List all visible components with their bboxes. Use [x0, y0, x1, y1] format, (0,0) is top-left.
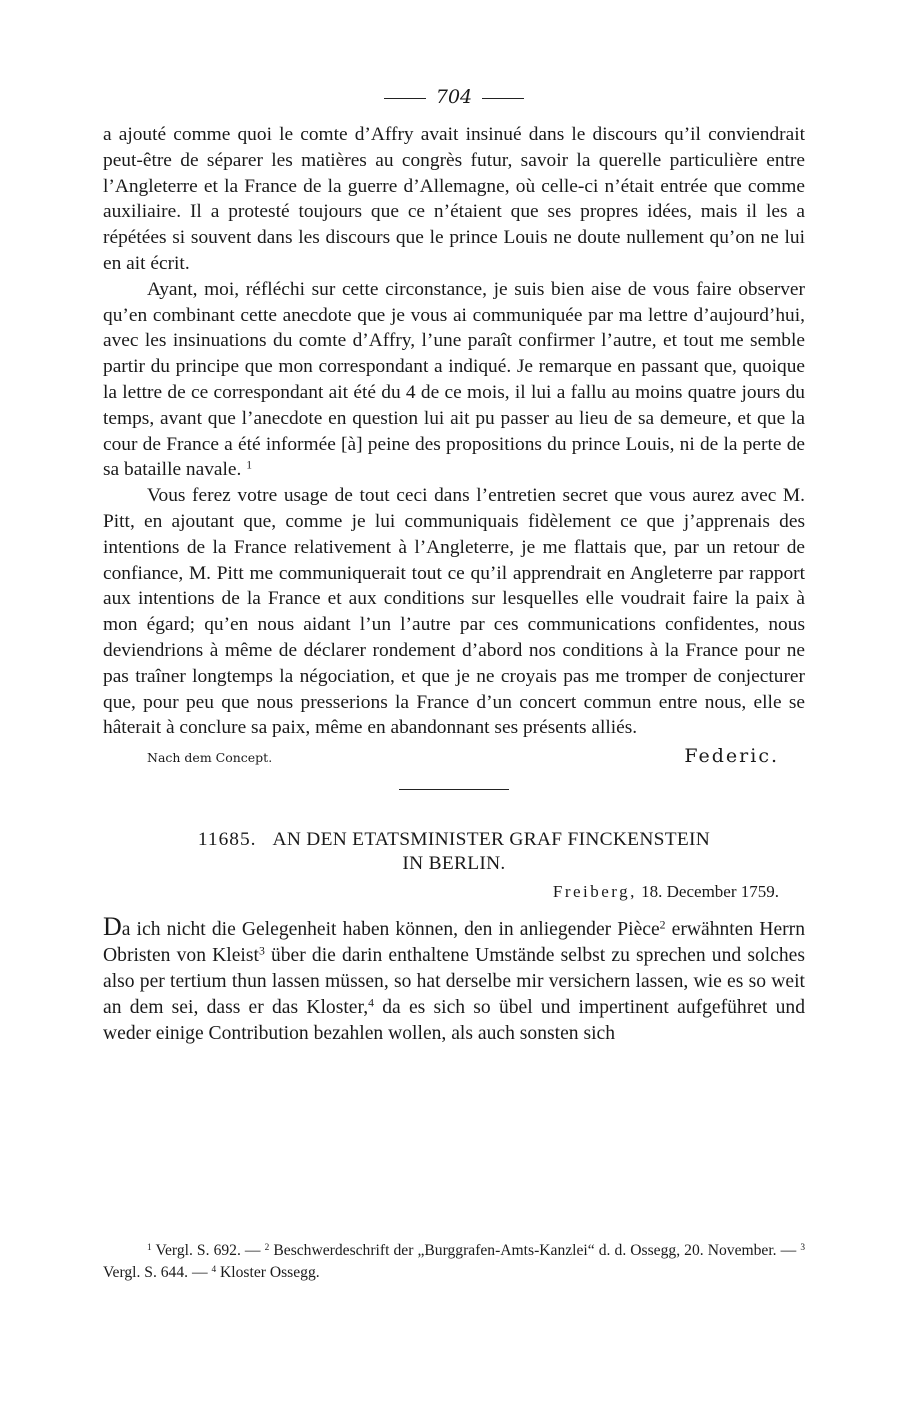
footnote-ref-3: 3	[258, 944, 265, 958]
footnote-ref-4: 4	[368, 996, 375, 1010]
section-divider	[399, 789, 509, 790]
footnote-3: Vergl. S. 644. —	[103, 1264, 212, 1281]
footnote-4-mark: 4	[211, 1264, 217, 1275]
paragraph-2	[103, 277, 805, 483]
german-text-1: a ich nicht die Gelegenheit haben können, den in anliegender Pièce	[121, 919, 660, 941]
footnote-4: Kloster Ossegg.	[216, 1264, 320, 1281]
signature: Federic.	[684, 745, 779, 768]
document-title-1: AN DEN ETATSMINISTER GRAF FINCKENSTEIN	[272, 829, 711, 851]
footnotes	[103, 1240, 805, 1284]
document-heading	[103, 828, 805, 876]
footnote-ref-1: 1	[246, 458, 253, 472]
source-note: Nach dem Concept.	[147, 750, 273, 766]
german-text-2: erwähnten Herrn Obristen von Kleist	[103, 919, 805, 967]
page-number: 704	[435, 86, 473, 108]
document-title-2: IN BERLIN.	[402, 853, 506, 875]
paragraph-1: a ajouté comme quoi le comte d’Affry avait insinué dans le discours qu’il conviendrait peut-être de séparer les matières au congrès futur, savoir la querelle particulière entre l’Angleterre et la France de la guerre d’Allemagne, où celle-ci n’était entrée que comme auxiliaire. Il a protesté toujours que ce n’étaient que ses propres idées, mais il les a répétées si souvent dans les discours que le prince Louis ne doute nullement qu’on ne lui en ait écrit.	[103, 124, 805, 274]
german-letter-text	[103, 914, 805, 1047]
footnote-3-mark: 3	[800, 1242, 806, 1253]
dateline	[103, 882, 805, 902]
footnote-2-mark: 2	[264, 1242, 270, 1253]
dateline-place: Freiberg,	[552, 882, 637, 902]
footnote-ref-2: 2	[659, 918, 666, 932]
heading-line-1	[103, 828, 805, 852]
header-dash-left	[384, 98, 426, 99]
footnote-1-mark: 1	[147, 1242, 152, 1253]
running-header	[103, 86, 805, 122]
german-text-3: über die darin enthaltene Umstände selbst zu sprechen und solches also per tertium thun lassen müssen, so hat derselbe mir versichern lassen, wie es so weit an dem sei, dass er das Kloster,	[103, 945, 806, 1019]
document-number: 11685.	[197, 829, 257, 851]
initial-letter: D	[103, 912, 122, 942]
page-body	[103, 86, 805, 1047]
footnote-1: Vergl. S. 692. —	[151, 1242, 265, 1259]
paragraph-3: Vous ferez votre usage de tout ceci dans l’entretien secret que vous aurez avec M. Pitt, en ajoutant que, comme je lui communiquais fidèlement ce que j’apprenais des intentions de la France relativement à l’Angleterre, je me flattais que, par un retour de confiance, M. Pitt me communiquerait tout ce qu’il apprendrait en Angleterre par rapport aux intentions de la France et aux conditions sur lesquelles elle voudrait faire la paix à mon égard; qu’en nous aidant l’un l’autre par ces communications confidentes, nous deviendrions à même de déclarer rondement d’abord nos conditions à la France pour ne pas traîner longtemps la négociation, et que je ne croyais pas me tromper de conjecturer que, pour peu que nous presserions la France d’un concert commun entre nous, elle se hâterait à conclure sa paix, même en abandonnant ses présents alliés.	[103, 485, 805, 739]
german-text-4: da es sich so übel und impertinent aufgeführet und weder einige Contribution bezahlen wollen, als auch sonsten sich	[103, 997, 805, 1045]
french-letter-text	[103, 122, 805, 741]
signature-line	[103, 745, 805, 767]
footnote-2: Beschwerdeschrift der „Burggrafen-Amts-Kanzlei“ d. d. Ossegg, 20. November. —	[269, 1242, 801, 1259]
dateline-date: 18. December 1759.	[641, 882, 779, 902]
paragraph-2-text: Ayant, moi, réfléchi sur cette circonstance, je suis bien aise de vous faire observer qu’en combinant cette anecdote que je vous ai communiquée par ma lettre d’aujourd’hui, avec les insinuations du comte d’Affry, l’une paraît confirmer l’autre, et tout me semble partir du principe que mon correspondant a indiqué. Je remarque en passant que, quoique la lettre de ce correspondant ait été du 4 de ce mois, il lui a fallu au moins quatre jours du temps, avant que l’anecdote en question lui ait pu passer au lieu de sa demeure, et que la cour de France a été informée [à] peine des propositions du prince Louis, ni de la perte de sa bataille navale.	[103, 278, 805, 481]
header-dash-right	[482, 98, 524, 99]
